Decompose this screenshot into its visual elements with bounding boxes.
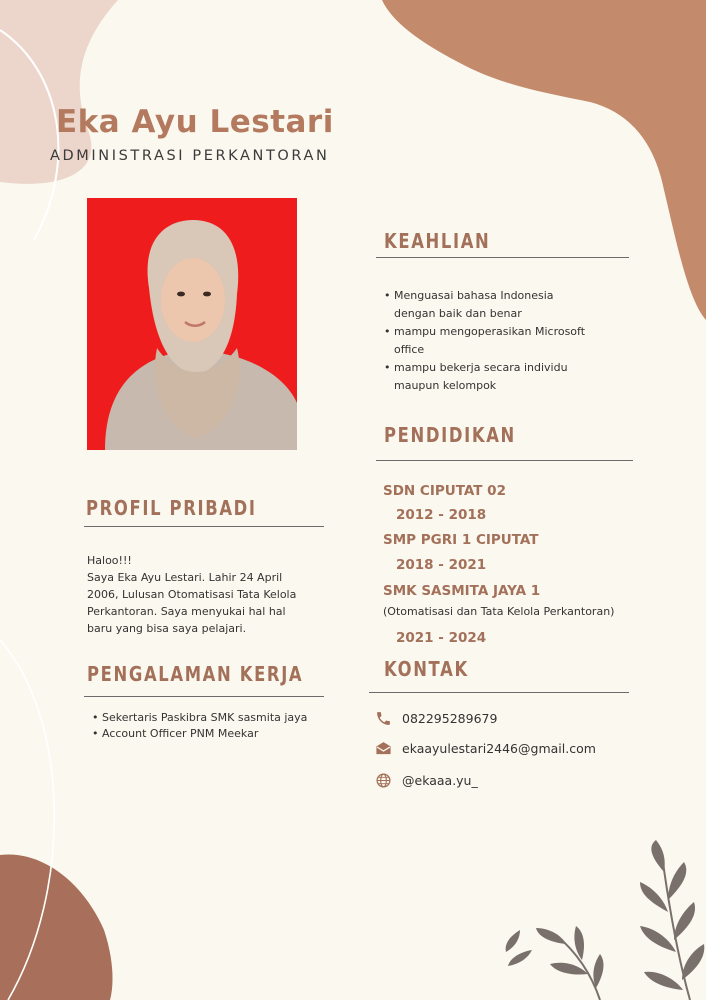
phone-icon — [375, 710, 392, 727]
contact-social — [375, 770, 478, 790]
email-address: ekaayulestari2446@gmail.com — [402, 740, 596, 756]
leaf-branch-decoration — [506, 840, 705, 1000]
profile-divider — [84, 526, 324, 527]
list-item: • mampu bekerja secara individu maupun kelompok — [384, 361, 568, 392]
skills-divider — [376, 257, 629, 258]
profile-heading: PROFIL PRIBADI — [86, 496, 257, 520]
skills-list — [384, 287, 634, 395]
contact-divider — [369, 692, 629, 693]
education-school: SMP PGRI 1 CIPUTAT — [383, 532, 539, 548]
list-item: • Account Officer PNM Meekar — [92, 727, 259, 740]
skills-heading: KEAHLIAN — [384, 229, 491, 253]
contact-heading: KONTAK — [384, 657, 469, 681]
globe-icon — [375, 772, 392, 789]
top-right-blob — [382, 0, 706, 320]
experience-divider — [84, 696, 324, 697]
bottom-left-blob — [0, 854, 112, 1000]
social-handle: @ekaaa.yu_ — [402, 772, 478, 788]
education-school: SMK SASMITA JAYA 1 — [383, 583, 541, 599]
profile-text: Haloo!!! Saya Eka Ayu Lestari. Lahir 24 April 2006, Lulusan Otomatisasi Tata Kelola Perkantoran. Saya menyukai hal hal baru yang bisa saya pelajari. — [87, 554, 297, 635]
education-school: SDN CIPUTAT 02 — [383, 483, 506, 499]
profile-photo — [87, 198, 297, 450]
mail-icon — [375, 740, 392, 757]
contact-phone — [375, 708, 497, 728]
list-item: • Menguasai bahasa Indonesia dengan baik dan benar — [384, 289, 554, 320]
experience-heading: PENGALAMAN KERJA — [87, 662, 304, 686]
phone-number: 082295289679 — [402, 710, 498, 726]
experience-list — [92, 710, 332, 742]
education-heading: PENDIDIKAN — [384, 423, 516, 447]
contact-email — [375, 738, 596, 758]
education-divider — [376, 460, 633, 461]
person-name: Eka Ayu Lestari — [56, 104, 334, 140]
list-item: • Sekertaris Paskibra SMK sasmita jaya — [92, 711, 308, 724]
job-title: ADMINISTRASI PERKANTORAN — [50, 148, 330, 164]
education-years: 2012 - 2018 — [396, 507, 487, 523]
education-years: 2021 - 2024 — [396, 630, 487, 646]
education-years: 2018 - 2021 — [396, 557, 487, 573]
education-note: (Otomatisasi dan Tata Kelola Perkantoran) — [383, 605, 615, 618]
list-item: • mampu mengoperasikan Microsoft office — [384, 325, 586, 356]
